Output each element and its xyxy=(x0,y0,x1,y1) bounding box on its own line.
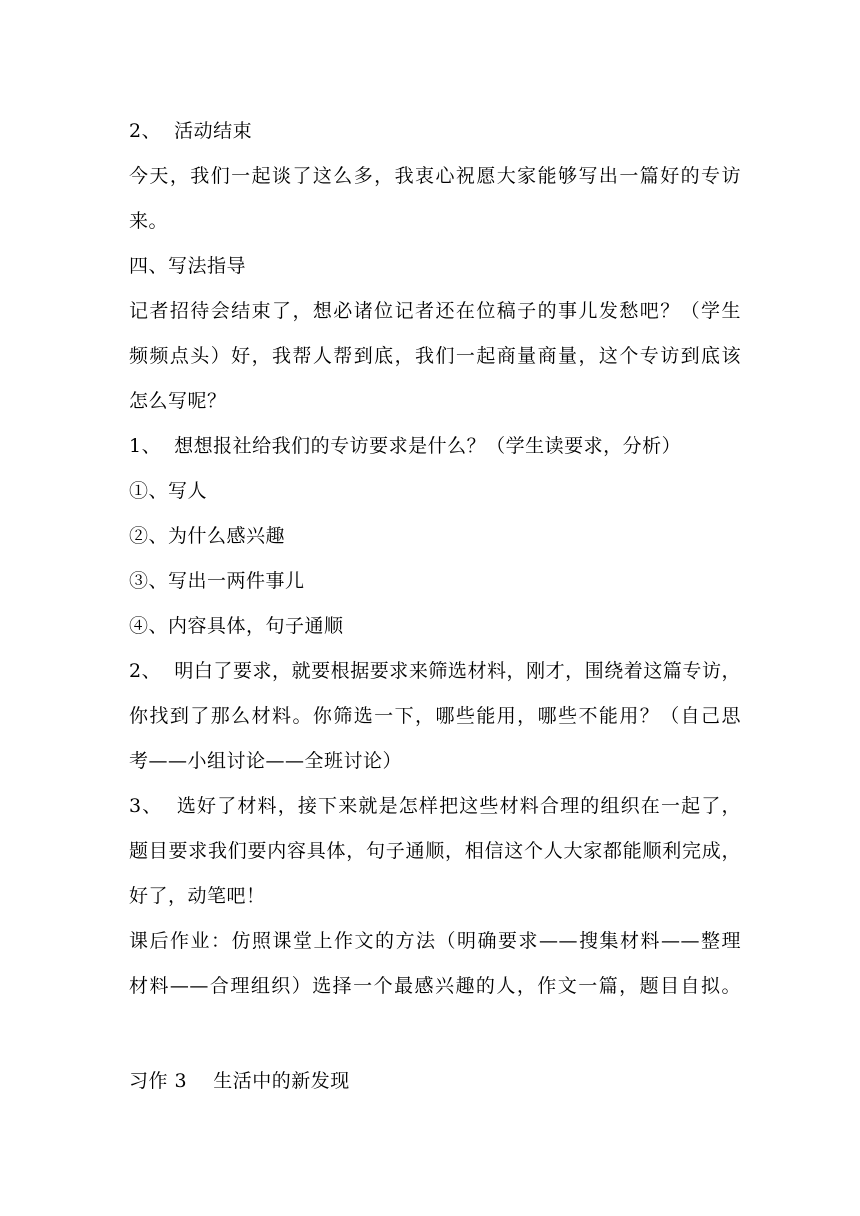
section-title: 习作 3 生活中的新发现 xyxy=(129,1070,350,1092)
paragraph-line: 考——小组讨论——全班讨论） xyxy=(129,750,403,772)
paragraph-line: 来。 xyxy=(129,210,169,232)
homework-line: 材料——合理组织）选择一个最感兴趣的人，作文一篇，题目自拟。 xyxy=(129,975,741,997)
paragraph-line: 你找到了那么材料。你筛选一下，哪些能用，哪些不能用？（自己思 xyxy=(129,705,741,727)
document-page xyxy=(129,109,741,1104)
list-item: 3、 选好了材料，接下来就是怎样把这些材料合理的组织在一起了， xyxy=(129,795,741,817)
list-item: 2、 明白了要求，就要根据要求来筛选材料，刚才，围绕着这篇专访， xyxy=(129,660,741,682)
paragraph-line: 今天，我们一起谈了这么多，我衷心祝愿大家能够写出一篇好的专访 xyxy=(129,165,741,187)
list-item: ④、内容具体，句子通顺 xyxy=(129,615,344,637)
paragraph-line: 记者招待会结束了，想必诸位记者还在位稿子的事儿发愁吧？（学生 xyxy=(129,300,741,322)
section-heading: 四、写法指导 xyxy=(129,255,247,277)
paragraph-line: 怎么写呢？ xyxy=(129,390,227,412)
paragraph-line: 2、 活动结束 xyxy=(129,120,253,142)
list-item: ①、写人 xyxy=(129,480,208,502)
list-item: 1、 想想报社给我们的专访要求是什么？（学生读要求，分析） xyxy=(129,435,682,457)
paragraph-line: 频频点头）好，我帮人帮到底，我们一起商量商量，这个专访到底该 xyxy=(129,345,741,367)
list-item: ②、为什么感兴趣 xyxy=(129,525,286,547)
homework-line: 课后作业：仿照课堂上作文的方法（明确要求——搜集材料——整理 xyxy=(129,930,741,952)
paragraph-line: 好了，动笔吧！ xyxy=(129,885,266,907)
blank-gap xyxy=(129,1009,741,1059)
list-item: ③、写出一两件事儿 xyxy=(129,570,305,592)
paragraph-line: 题目要求我们要内容具体，句子通顺，相信这个人大家都能顺利完成， xyxy=(129,840,741,862)
